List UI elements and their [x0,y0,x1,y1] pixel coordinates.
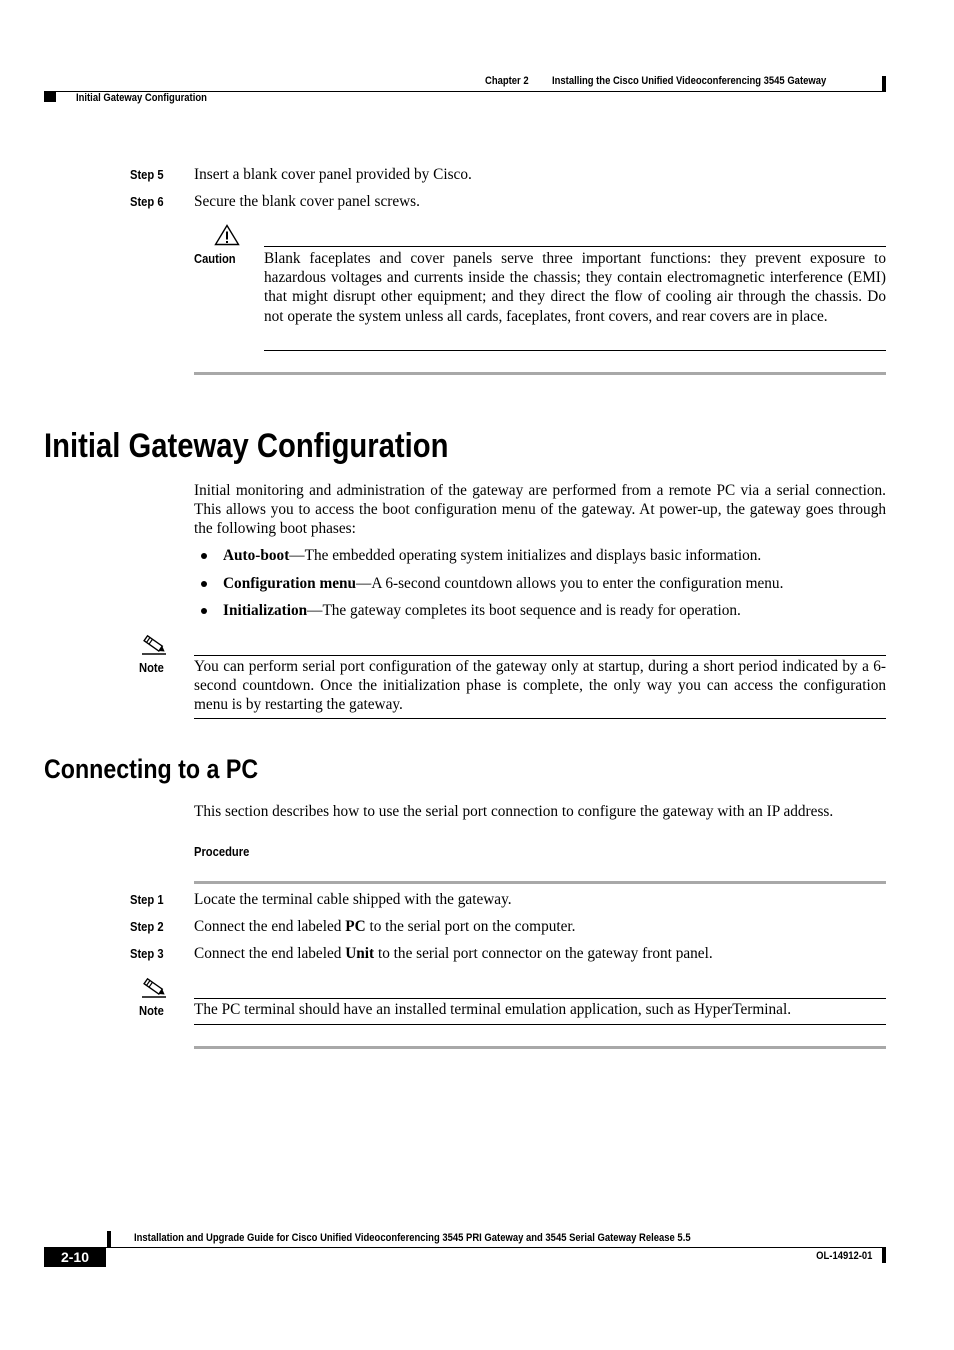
procedure-end-rule [194,1046,886,1049]
footer-marker [107,1231,111,1247]
header-block [44,92,56,102]
procedure-end-rule [194,372,886,375]
note-bottom-rule [194,718,886,719]
step-text: Connect the end labeled PC to the serial port on the computer. [194,918,576,935]
caution-label: Caution [194,251,236,266]
note-text: The PC terminal should have an installed terminal emulation application, such as HyperTerminal. [194,1001,792,1018]
note-label: Note [139,1003,164,1018]
header-chapter-title: Installing the Cisco Unified Videoconferencing 3545 Gateway [552,75,827,87]
doc-number: OL-14912-01 [815,1250,872,1262]
procedure-label: Procedure [194,844,250,859]
step-text: Secure the blank cover panel screws. [194,193,420,210]
step-text: Insert a blank cover panel provided by Cisco. [194,166,472,183]
caution-text: Blank faceplates and cover panels serve three important functions: they prevent exposure to hazardous voltages and currents inside the chassis; they contain electromagnetic interference (EMI) that might disrupt other equipment; and they direct the flow of cooling air through the chassis. Do not operate the system unless all cards, faceplates, front covers, and rear covers are in place. [264,250,886,325]
bullet-text: —The embedded operating system initializes and displays basic information. [289,547,762,564]
note-top-rule [194,655,886,656]
bullet-term: Configuration menu [223,575,357,592]
header-chapter: Chapter 2 [485,75,529,87]
page-number: 2-10 [44,1247,106,1267]
note-top-rule [194,998,886,999]
note-bottom-rule [194,1024,886,1025]
header-marker [882,76,886,92]
bullet-item [223,546,761,565]
step-label: Step 1 [130,892,164,907]
note-pencil-icon [140,632,168,656]
note-text: You can perform serial port configuration of the gateway only at startup, during a short period indicated by a 6-second countdown. Once the initialization phase is complete, the only way you can access the configuration menu is by restarting the gateway. [194,658,886,714]
step-text: Locate the terminal cable shipped with the gateway. [194,891,512,908]
caution-triangle-icon [214,224,240,246]
footer-guide-title: Installation and Upgrade Guide for Cisco Unified Videoconferencing 3545 PRI Gateway and 3545 Serial Gateway Release 5.5 [134,1232,691,1244]
procedure-start-rule [194,881,886,884]
header-section: Initial Gateway Configuration [76,92,207,104]
bullet-text: —The gateway completes its boot sequence and is ready for operation. [307,602,741,619]
step-label: Step 6 [130,194,164,209]
caution-bottom-rule [264,350,886,351]
step-label: Step 2 [130,919,164,934]
step-label: Step 5 [130,167,164,182]
footer-rule [44,1247,886,1248]
bullet-term: Initialization [223,602,308,619]
bullet-dot [201,553,207,559]
subsection-title: Connecting to a PC [44,754,259,784]
bullet-dot [201,581,207,587]
bullet-item [223,574,783,593]
footer-marker-right [882,1248,886,1263]
note-pencil-icon [140,975,168,999]
section-intro: Initial monitoring and administration of the gateway are performed from a remote PC via a serial connection. This allows you to access the boot configuration menu of the gateway. At power-up, the gateway goes through the following boot phases: [194,482,886,538]
bullet-item [223,601,741,620]
bullet-text: —A 6-second countdown allows you to enter the configuration menu. [356,575,784,592]
bullet-term: Auto-boot [223,547,290,564]
bullet-dot [201,608,207,614]
step-label: Step 3 [130,946,164,961]
note-label: Note [139,660,164,675]
step-text: Connect the end labeled Unit to the serial port connector on the gateway front panel. [194,945,713,962]
subsection-intro: This section describes how to use the serial port connection to configure the gateway with an IP address. [194,803,834,820]
section-title: Initial Gateway Configuration [44,427,449,465]
caution-top-rule [264,246,886,247]
